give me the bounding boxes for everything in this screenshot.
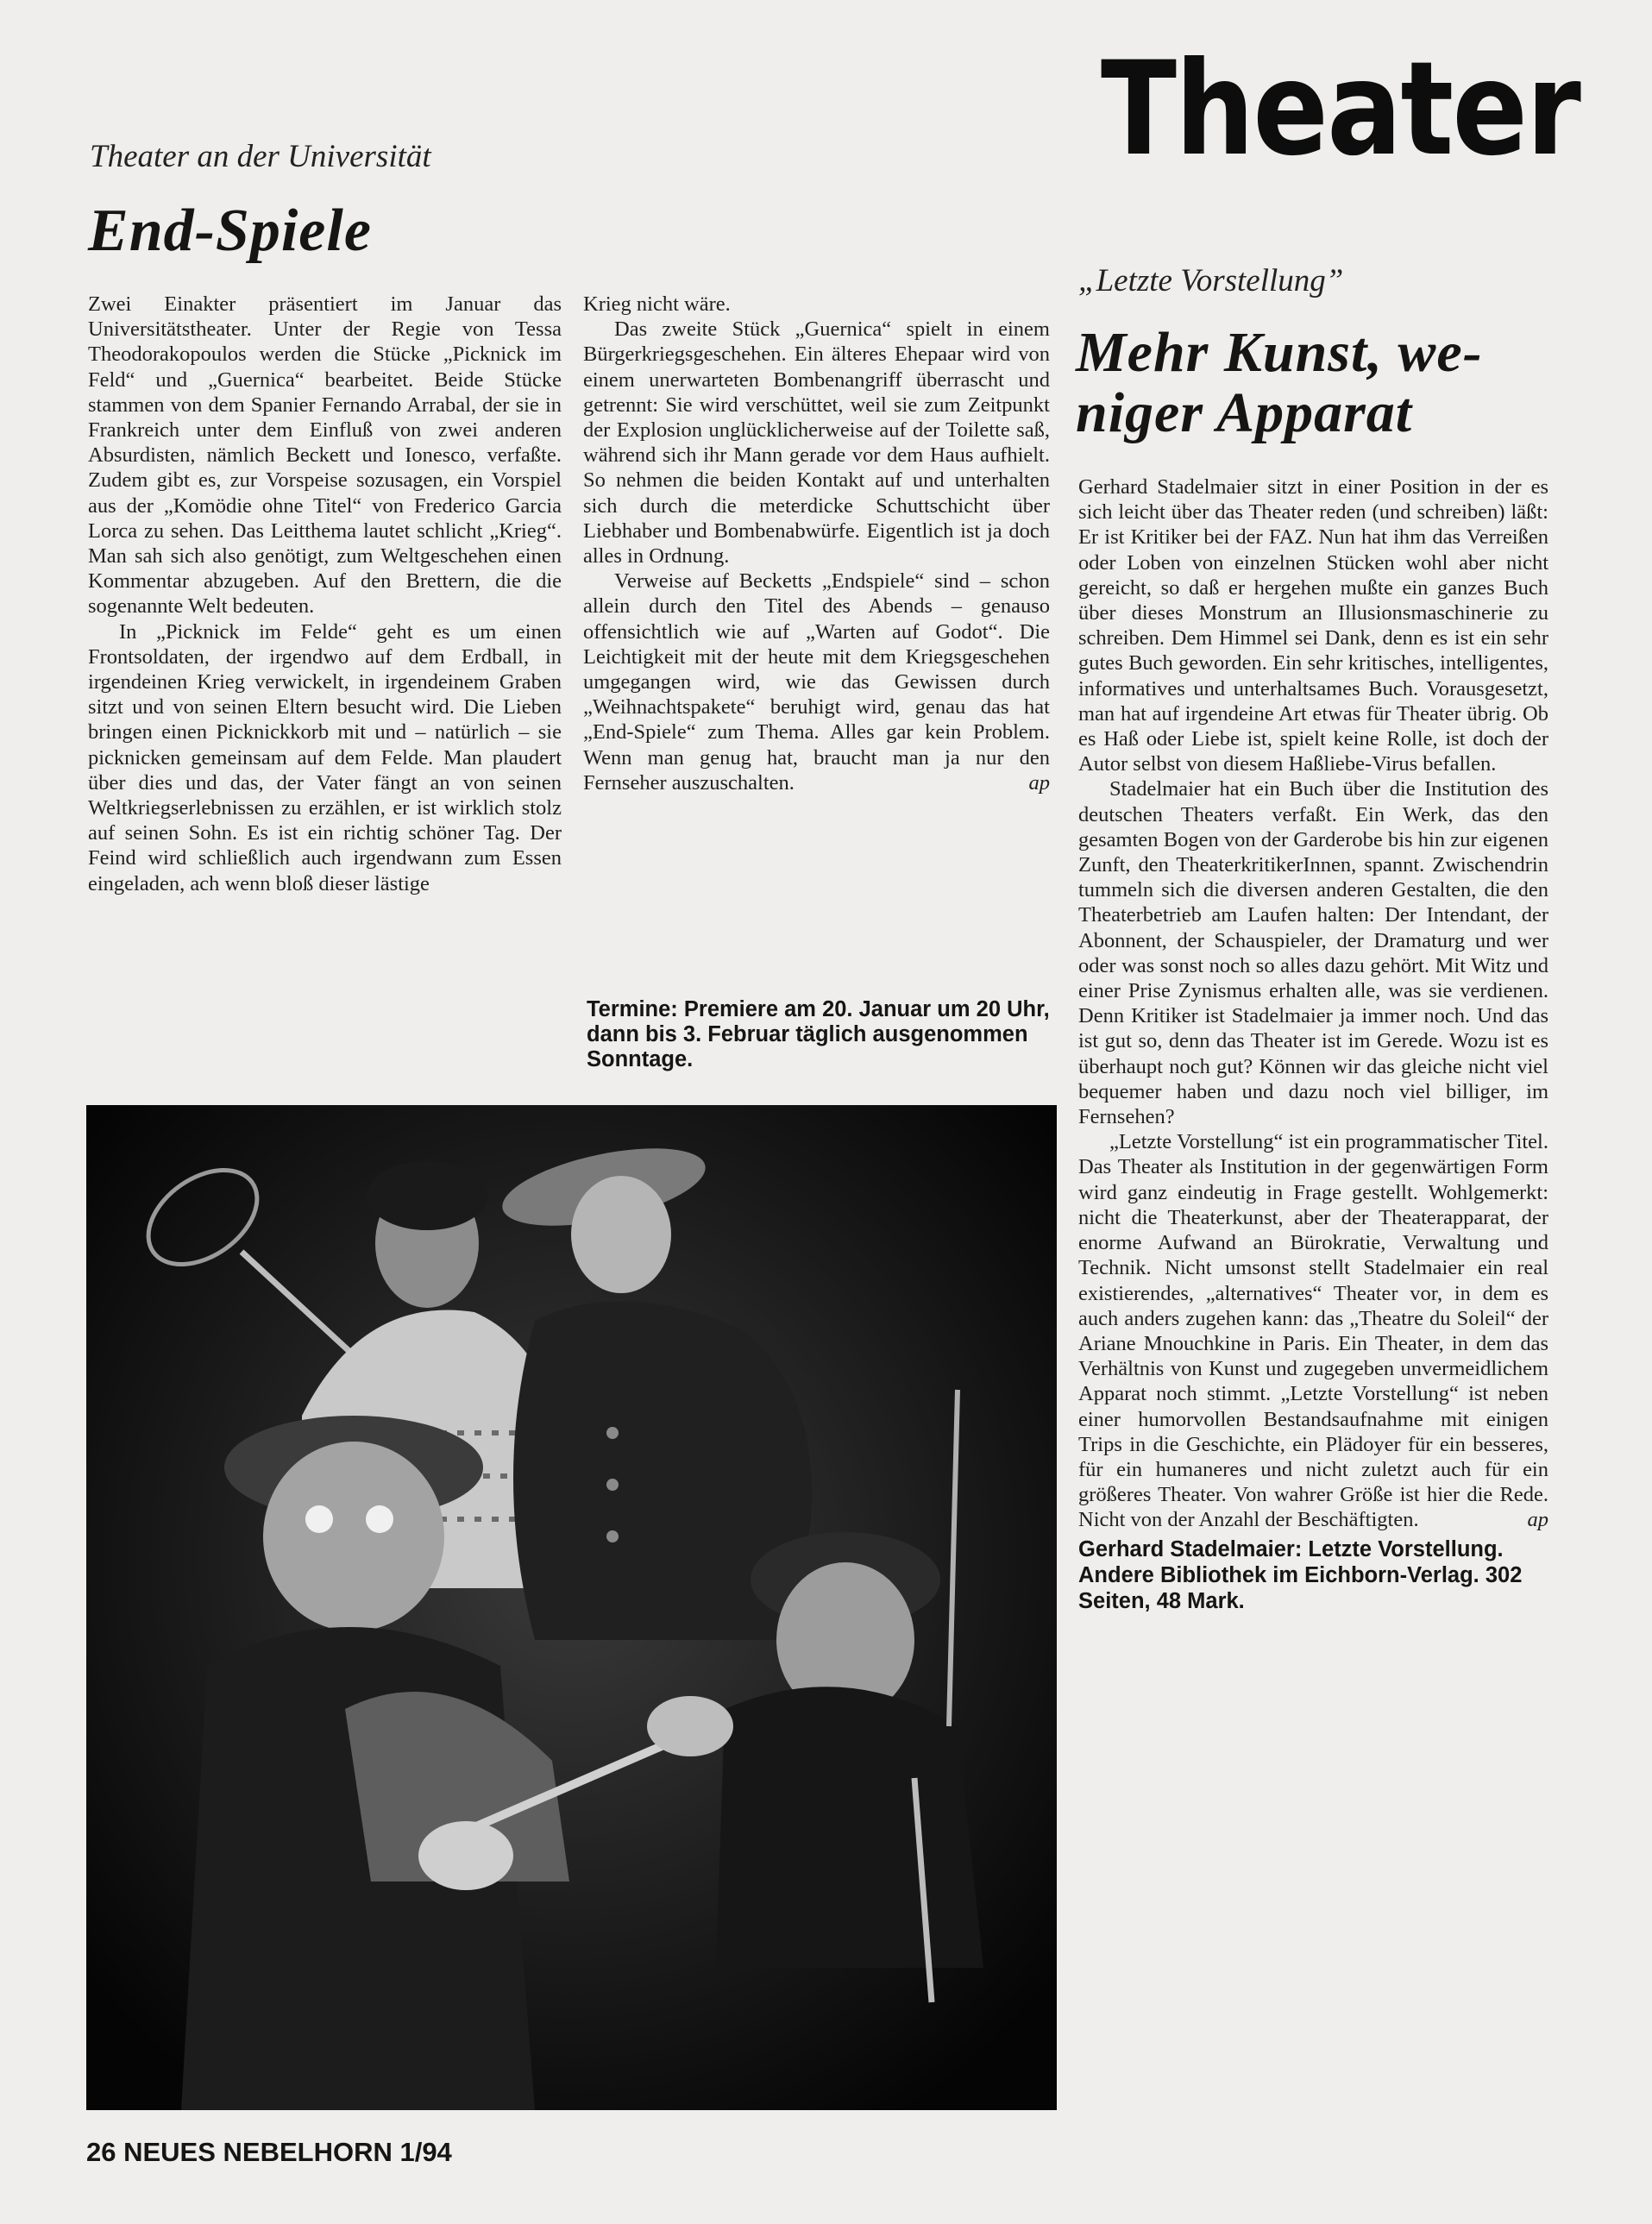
theater-photo (86, 1105, 1057, 2110)
left-article-column-1 (88, 292, 562, 896)
paragraph: Das zweite Stück „Guernica“ spielt in einem Bürgerkriegsgeschehen. Ein älteres Ehepaar wird von einem unerwarteten Bombenangriff überrascht und getrennt: Sie wird verschüttet, weil sie zum Zeitpunkt der Explosion unglücklicherweise auf der Toilette saß, während sich ihr Mann gerade vor dem Haus aufhielt. So nehmen die beiden Kontakt auf und unterhalten sich durch die meterdicke Schuttschicht über Liebhaber und Bombenabwürfe. Eigentlich ist ja doch alles in Ordnung. (583, 317, 1050, 569)
paragraph: Krieg nicht wäre. (583, 292, 731, 316)
author-signature: ap (1028, 770, 1050, 795)
headline-line: niger Apparat (1076, 381, 1413, 444)
page-footer: 26 NEUES NEBELHORN 1/94 (86, 2137, 452, 2167)
paragraph: Stadelmaier hat ein Buch über die Institution des deutschen Theaters verfaßt. Ein Werk, das den gesamten Bogen von der Garderobe bis hin zur eigenen Zunft, den TheaterkritikerInnen, spannt. Zwischendrin tummeln sich die diversen anderen Gestalten, die den Theaterbetrieb am Laufen halten: Der Intendant, der Abonnent, der Schauspieler, der Dramaturg und wer oder was sonst noch so alles dazu gehört. Mit Witz und einer Prise Zynismus erhalten alle, was sie verdienen. Denn Kritiker ist Stadelmaier ja immer noch. Und das ist gut so, denn das Theater ist im Gerede. Wozu ist es überhaupt noch gut? Können wir das gleiche nicht viel bequemer haben und dazu noch viel billiger, im Fernsehen? (1078, 777, 1548, 1129)
author-signature: ap (1527, 1508, 1548, 1532)
paragraph-text: Verweise auf Becketts „Endspiele“ sind – schon allein durch den Titel des Abends – genauso offensichtlich wie auf „Warten auf Godot“. Die Leichtigkeit mit der heute mit dem Kriegsgeschehen umgegangen wird, wie das Gewissen durch „Weihnachtspakete“ beruhigt wird, genau das hat „End-Spiele“ zum Thema. Alles gar kein Problem. Wenn man genug hat, braucht man ja nur den Fernseher auszuschalten. (583, 569, 1050, 795)
left-article-column-2 (583, 292, 1050, 795)
section-title: Theater (1101, 35, 1580, 185)
book-info: Gerhard Stadelmaier: Letzte Vorstellung. Andere Bibliothek im Eichborn-Verlag. 302 Seiten, 48 Mark. (1078, 1536, 1523, 1613)
paragraph (1078, 1129, 1548, 1532)
event-dates: Termine: Premiere am 20. Januar um 20 Uhr, dann bis 3. Februar täglich ausgenommen Sonntage. (587, 997, 1050, 1071)
paragraph: Zwei Einakter präsentiert im Januar das Universitätstheater. Unter der Regie von Tessa Theodorakopoulos werden die Stücke „Picknick im Feld“ und „Guernica“ bearbeitet. Beide Stücke stammen von dem Spanier Fernando Arrabal, der sie in Frankreich unter dem Einfluß von zwei anderen Absurdisten, nämlich Beckett und Ionesco, verfaßte. Zudem gibt es, zur Vorspeise sozusagen, ein Vorspiel aus der „Komödie ohne Titel“ von Frederico Garcia Lorca zu sehen. Das Leitthema lautet schlicht „Krieg“. Man sah sich also genötigt, zum Weltgeschehen einen Kommentar abzugeben. Auf den Brettern, die die sogenannte Welt bedeuten. (88, 292, 562, 619)
actors-photo-illustration (86, 1105, 1057, 2110)
paragraph-text: „Letzte Vorstellung“ ist ein programmatischer Titel. Das Theater als Institution in der gegenwärtigen Form wird ganz eindeutig in Frage gestellt. Wohlgemerkt: nicht die Theaterkunst, aber der Theaterapparat, der enorme Aufwand an Bürokratie, Verwaltung und Technik. Nicht umsonst stellt Stadelmaier ein real existierendes, „alternatives“ Theater vor, in dem es auch anders zugehen kann: das „Theatre du Soleil“ der Ariane Mnouchkine in Paris. Ein Theater, in dem das Verhältnis von Kunst und zugegeben unvermeidlichem Apparat noch stimmt. „Letzte Vorstellung“ ist neben einer humorvollen Bestandsaufnahme mit einigen Trips in die Geschichte, ein Plädoyer für ein besseres, für ein humaneres und nicht zuletzt auch für ein größeres Theater. Von wahrer Größe ist hier die Rede. Nicht von der Anzahl der Beschäftigten. (1078, 1130, 1548, 1532)
right-article-headline (1076, 323, 1483, 443)
left-article-kicker: Theater an der Universität (90, 139, 431, 174)
paragraph (583, 569, 1050, 795)
right-article-column (1078, 474, 1548, 1614)
left-article-headline: End-Spiele (88, 198, 372, 264)
paragraph: Gerhard Stadelmaier sitzt in einer Position in der es sich leicht über das Theater reden (und schreiben) läßt: Er ist Kritiker bei der FAZ. Nun hat ihm das Verreißen oder Loben von einzelnen Stücken wohl aber nicht gereicht, so daß er hergehen mußte ein ganzes Buch über dieses Monstrum an Illusionsmaschinerie zu schreiben. Dem Himmel sei Dank, denn es ist ein sehr gutes Buch geworden. Ein sehr kritisches, intelligentes, informatives und unterhaltsames Buch. Vorausgesetzt, man hat auf irgendeine Art etwas für Theater übrig. Ob es Haß oder Liebe ist, spielt keine Rolle, ist doch der Autor selbst von diesem Haßliebe-Virus befallen. (1078, 475, 1548, 776)
right-article-kicker: „Letzte Vorstellung” (1078, 263, 1344, 298)
paragraph: In „Picknick im Felde“ geht es um einen Frontsoldaten, der irgendwo auf dem Erdball, in irgendeinen Krieg verwickelt, in irgendeinem Graben sitzt und von seinen Eltern besucht wird. Die Lieben bringen einen Picknickkorb mit und – natürlich – sie picknicken gemeinsam auf dem Felde. Man plaudert über dies und das, der Vater fängt an von seinen Weltkriegserlebnissen zu erzählen, er ist wirklich stolz auf seinen Sohn. Es ist ein richtig schöner Tag. Der Feind wird schließlich auch irgendwann zum Essen eingeladen, ach wenn bloß dieser lästige (88, 619, 562, 895)
headline-line: Mehr Kunst, we- (1076, 321, 1483, 384)
